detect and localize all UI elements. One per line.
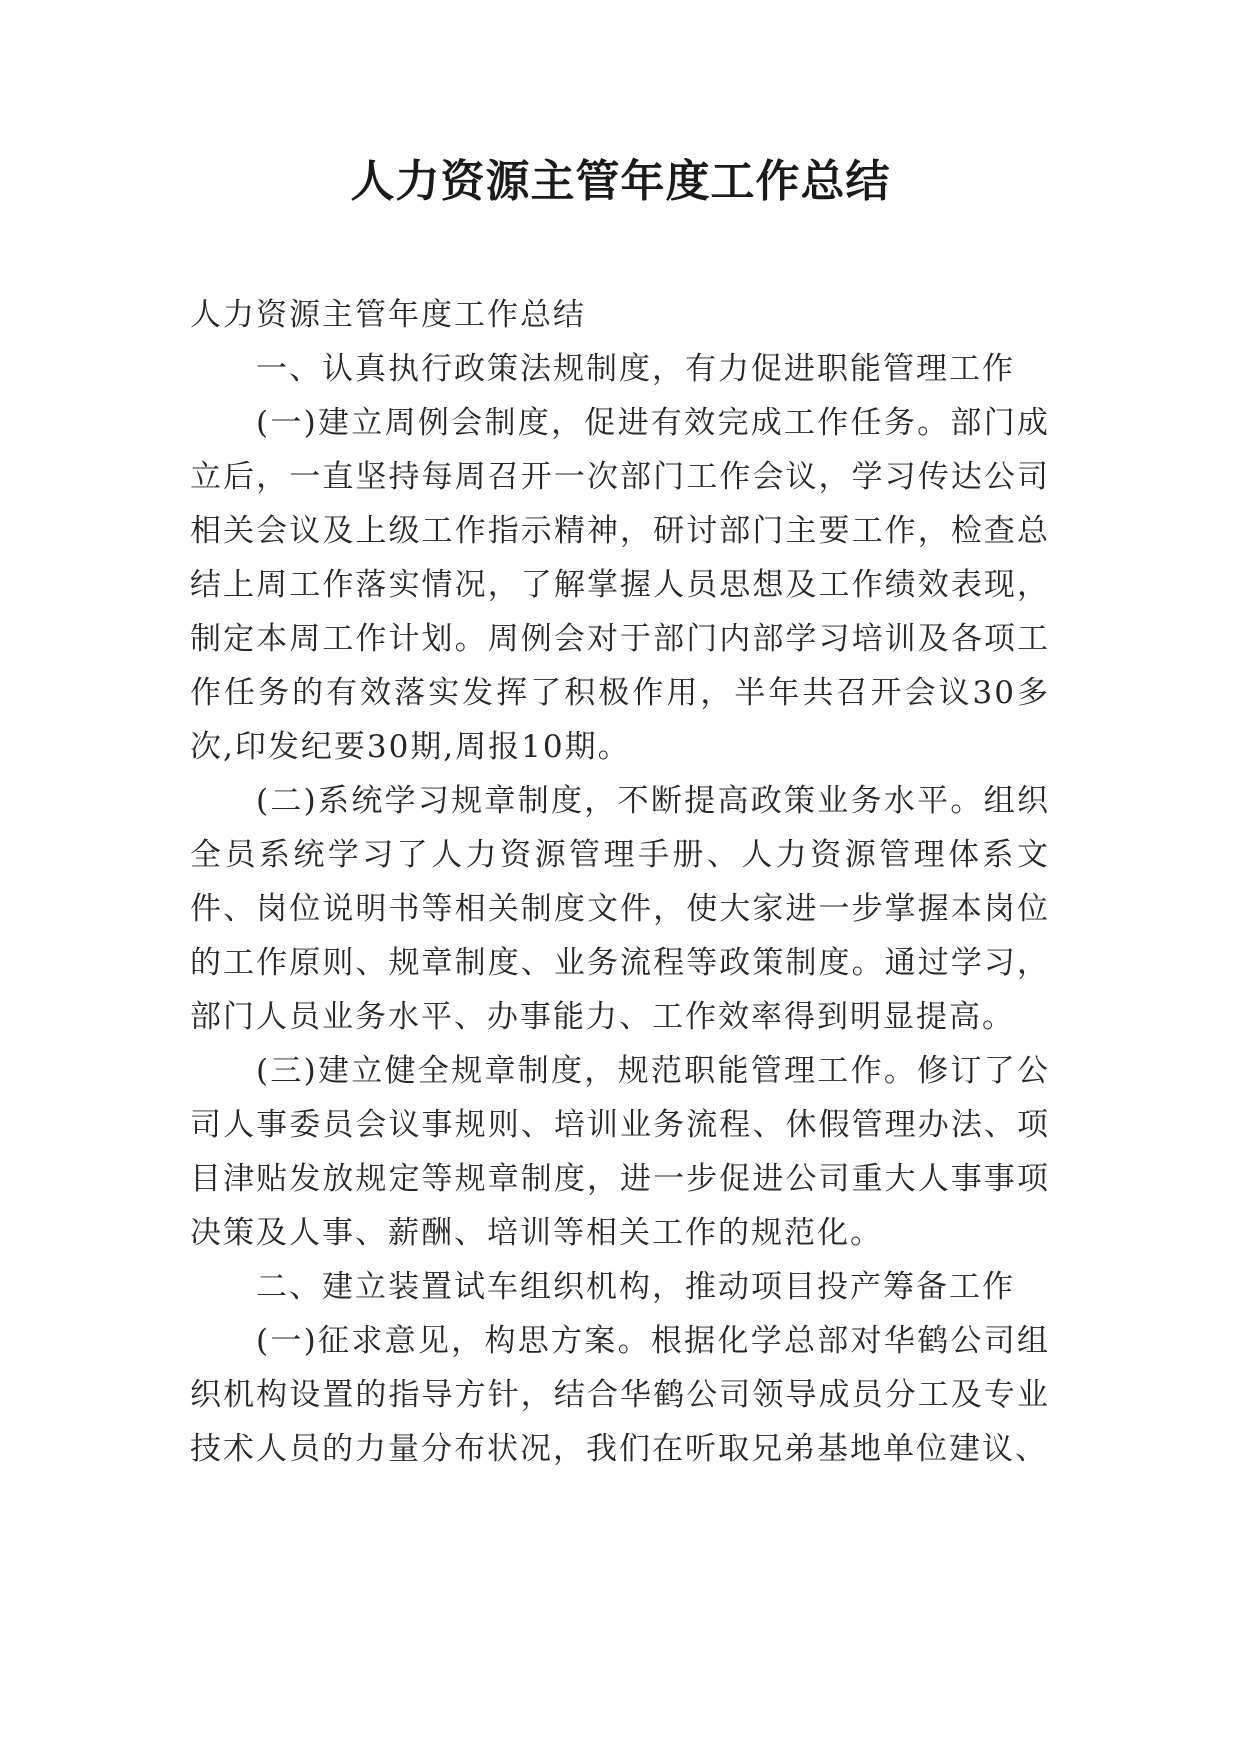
paragraph-weekly-meeting: (一)建立周例会制度，促进有效完成工作任务。部门成立后，一直坚持每周召开一次部门工作会议，学习传达公司相关会议及上级工作指示精神，研讨部门主要工作，检查总结上周工作落实情况，了解掌握人员思想及工作绩效表现，制定本周工作计划。周例会对于部门内部学习培训及各项工作任务的有效落实发挥了积极作用，半年共召开会议30多次,印发纪要30期,周报10期。 <box>190 405 1050 765</box>
section-heading-1: 一、认真执行政策法规制度，有力促进职能管理工作 <box>256 351 1015 387</box>
paragraph-improve-rules: (三)建立健全规章制度，规范职能管理工作。修订了公司人事委员会议事规则、培训业务流程、休假管理办法、项目津贴发放规定等规章制度，进一步促进公司重大人事事项决策及人事、薪酬、培训等相关工作的规范化。 <box>190 1053 1050 1251</box>
paragraph-solicit-opinions: (一)征求意见，构思方案。根据化学总部对华鹤公司组织机构设置的指导方针，结合华鹤公司领导成员分工及专业技术人员的力量分布状况，我们在听取兄弟基地单位建议、 <box>190 1323 1050 1467</box>
document-subtitle: 人力资源主管年度工作总结 <box>190 297 586 333</box>
paragraph-study-rules: (二)系统学习规章制度，不断提高政策业务水平。组织全员系统学习了人力资源管理手册、人力资源管理体系文件、岗位说明书等相关制度文件，使大家进一步掌握本岗位的工作原则、规章制度、业务流程等政策制度。通过学习，部门人员业务水平、办事能力、工作效率得到明显提高。 <box>190 783 1050 1035</box>
document-body <box>190 288 1050 1476</box>
section-heading-2: 二、建立装置试车组织机构，推动项目投产筹备工作 <box>256 1269 1015 1305</box>
document-title: 人力资源主管年度工作总结 <box>350 156 891 207</box>
